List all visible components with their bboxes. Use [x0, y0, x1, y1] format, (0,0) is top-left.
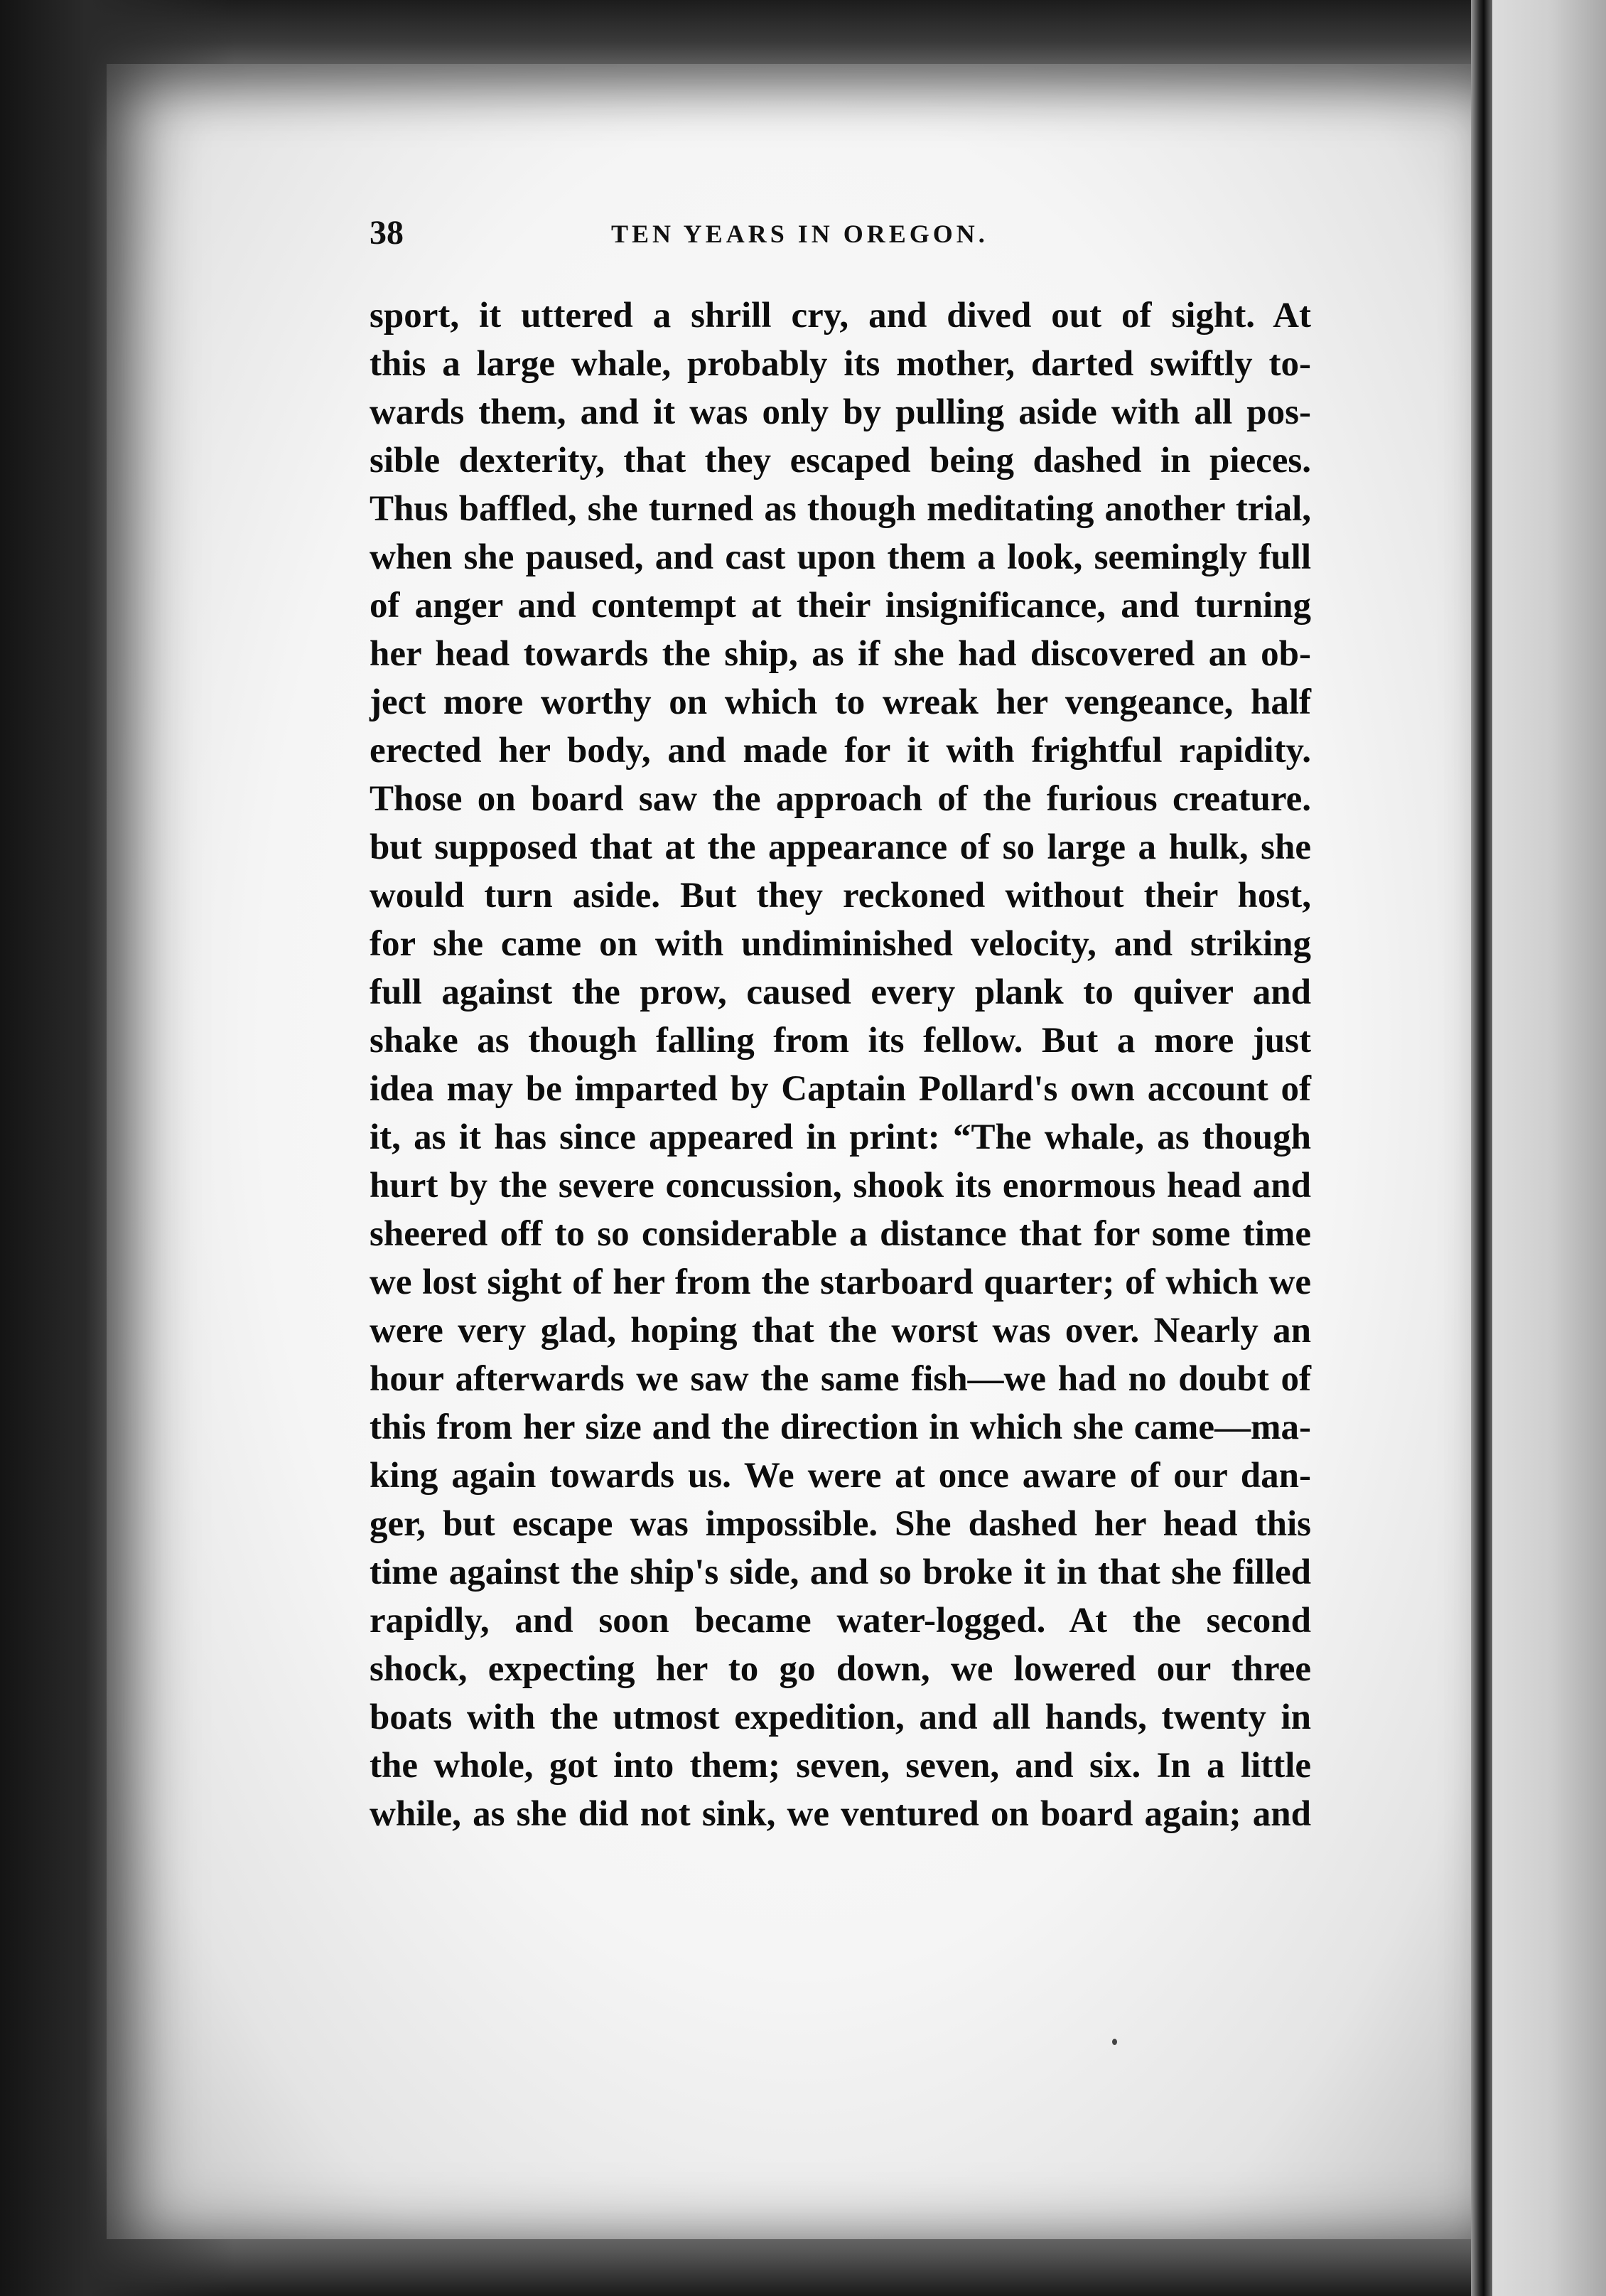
text-line: when she paused, and cast upon them a look, seemingly full — [370, 537, 1311, 577]
text-line: this a large whale, probably its mother, darted swiftly to- — [370, 344, 1311, 384]
text-line: hour afterwards we saw the same fish—we had no doubt of — [370, 1359, 1311, 1399]
text-line: we lost sight of her from the starboard quarter; of which we — [370, 1262, 1311, 1302]
text-line: her head towards the ship, as if she had discovered an ob- — [370, 634, 1311, 674]
text-line: sible dexterity, that they escaped being dashed in pieces. — [370, 441, 1311, 481]
ink-speck — [1112, 2039, 1117, 2045]
running-title: TEN YEARS IN OREGON. — [611, 220, 988, 248]
text-line: rapidly, and soon became water-logged. At the second — [370, 1601, 1311, 1641]
text-line: would turn aside. But they reckoned without their host, — [370, 876, 1311, 916]
text-line: for she came on with undiminished velocity, and striking — [370, 924, 1311, 964]
text-line: time against the ship's side, and so broke it in that she filled — [370, 1552, 1311, 1592]
text-line: sheered off to so considerable a distance that for some time — [370, 1214, 1311, 1254]
text-line: it, as it has since appeared in print: “The whale, as though — [370, 1117, 1311, 1157]
running-head — [370, 213, 1435, 270]
book-spine-fold — [1471, 0, 1492, 2296]
text-line: ger, but escape was impossible. She dashed her head this — [370, 1504, 1311, 1544]
text-line: sport, it uttered a shrill cry, and dived out of sight. At — [370, 296, 1311, 336]
text-line: idea may be imparted by Captain Pollard's own account of — [370, 1069, 1311, 1109]
text-line: were very glad, hoping that the worst was over. Nearly an — [370, 1311, 1311, 1351]
text-line: wards them, and it was only by pulling aside with all pos- — [370, 392, 1311, 432]
text-line: ject more worthy on which to wreak her vengeance, half — [370, 682, 1311, 722]
text-line: boats with the utmost expedition, and all hands, twenty in — [370, 1697, 1311, 1737]
text-line: the whole, got into them; seven, seven, and six. In a little — [370, 1746, 1311, 1786]
text-line: shock, expecting her to go down, we lowered our three — [370, 1649, 1311, 1689]
text-line: but supposed that at the appearance of so large a hulk, she — [370, 827, 1311, 867]
facing-page-edge — [1492, 0, 1606, 2296]
text-line: full against the prow, caused every plank to quiver and — [370, 972, 1311, 1012]
text-line: of anger and contempt at their insignificance, and turning — [370, 586, 1311, 626]
body-text — [370, 291, 1311, 1838]
text-line: erected her body, and made for it with frightful rapidity. — [370, 731, 1311, 771]
text-line: Thus baffled, she turned as though meditating another trial, — [370, 489, 1311, 529]
text-line: while, as she did not sink, we ventured on board again; and — [370, 1794, 1311, 1834]
text-line: king again towards us. We were at once aware of our dan- — [370, 1456, 1311, 1496]
text-line: shake as though falling from its fellow. But a more just — [370, 1021, 1311, 1061]
text-line: Those on board saw the approach of the furious creature. — [370, 779, 1311, 819]
page-number: 38 — [370, 214, 404, 252]
text-line: hurt by the severe concussion, shook its enormous head and — [370, 1166, 1311, 1206]
text-line: this from her size and the direction in which she came—ma- — [370, 1407, 1311, 1447]
